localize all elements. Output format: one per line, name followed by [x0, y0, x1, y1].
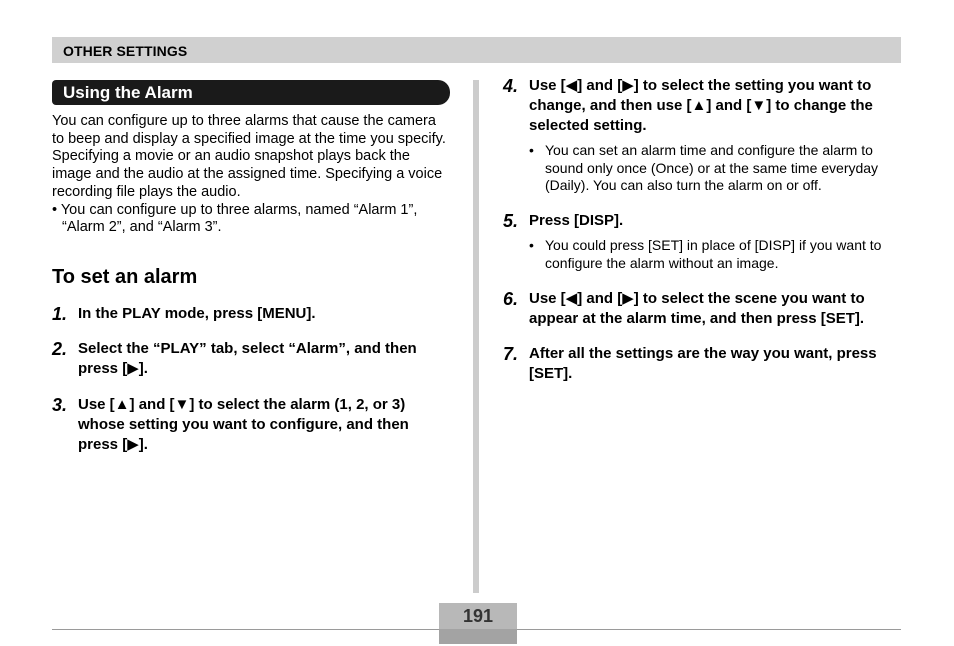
header-title: OTHER SETTINGS — [63, 43, 188, 59]
step-number: 5. — [503, 211, 519, 232]
step-number: 1. — [52, 303, 68, 324]
bullet-mark: • — [529, 237, 534, 254]
step-text: Select the “PLAY” tab, select “Alarm”, and then press [▶]. — [78, 339, 417, 377]
step-5-note — [529, 237, 903, 272]
step-2 — [52, 339, 450, 379]
step-7 — [503, 344, 903, 384]
step-number: 2. — [52, 338, 68, 359]
step-6 — [503, 289, 903, 329]
step-4-note — [529, 142, 903, 195]
step-text: In the PLAY mode, press [MENU]. — [78, 304, 316, 322]
step-text: Use [◀] and [▶] to select the scene you want to appear at the alarm time, and then press [SET]. — [529, 289, 865, 327]
note-text: You could press [SET] in place of [DISP] if you want to configure the alarm without an image. — [545, 237, 882, 271]
left-column — [52, 80, 450, 455]
page-number-bg-bottom — [439, 629, 517, 644]
page-number-tab — [439, 603, 517, 644]
step-number: 3. — [52, 394, 68, 415]
step-text: Press [DISP]. — [529, 212, 624, 230]
step-4 — [503, 76, 903, 136]
intro-text — [52, 113, 450, 237]
bullet-mark: • — [529, 142, 534, 158]
section-title: Using the Alarm — [52, 80, 450, 105]
subheading: To set an alarm — [52, 265, 198, 288]
step-number: 6. — [503, 288, 519, 309]
right-column — [503, 76, 903, 384]
step-text: After all the settings are the way you want, press [SET]. — [529, 344, 877, 382]
step-text: Use [◀] and [▶] to select the setting you want to change, and then use [▲] and [▼] to change the selected setting. — [529, 77, 873, 134]
step-1 — [52, 304, 450, 324]
step-text: Use [▲] and [▼] to select the alarm (1, 2, or 3) whose setting you want to configure, and then press [▶]. — [78, 395, 409, 453]
intro-bullet: • You can configure up to three alarms, named “Alarm 1”, “Alarm 2”, and “Alarm 3”. — [52, 201, 418, 236]
page-number: 191 — [462, 606, 494, 626]
step-5 — [503, 211, 903, 231]
step-number: 7. — [503, 343, 519, 364]
note-text: You can set an alarm time and configure the alarm to sound only once (Once) or at the same time everyday (Daily). You can also turn the alarm on or off. — [545, 142, 879, 194]
header-bar — [52, 37, 901, 63]
step-3 — [52, 395, 450, 455]
step-number: 4. — [503, 76, 519, 96]
column-divider — [473, 80, 479, 593]
intro-paragraph: You can configure up to three alarms that cause the camera to beep and display a specified image at the time you specify. Specifying a movie or an audio snapshot plays back the image and the audio at the assigned time. Specifying a voice recording file plays the audio. — [52, 113, 446, 200]
